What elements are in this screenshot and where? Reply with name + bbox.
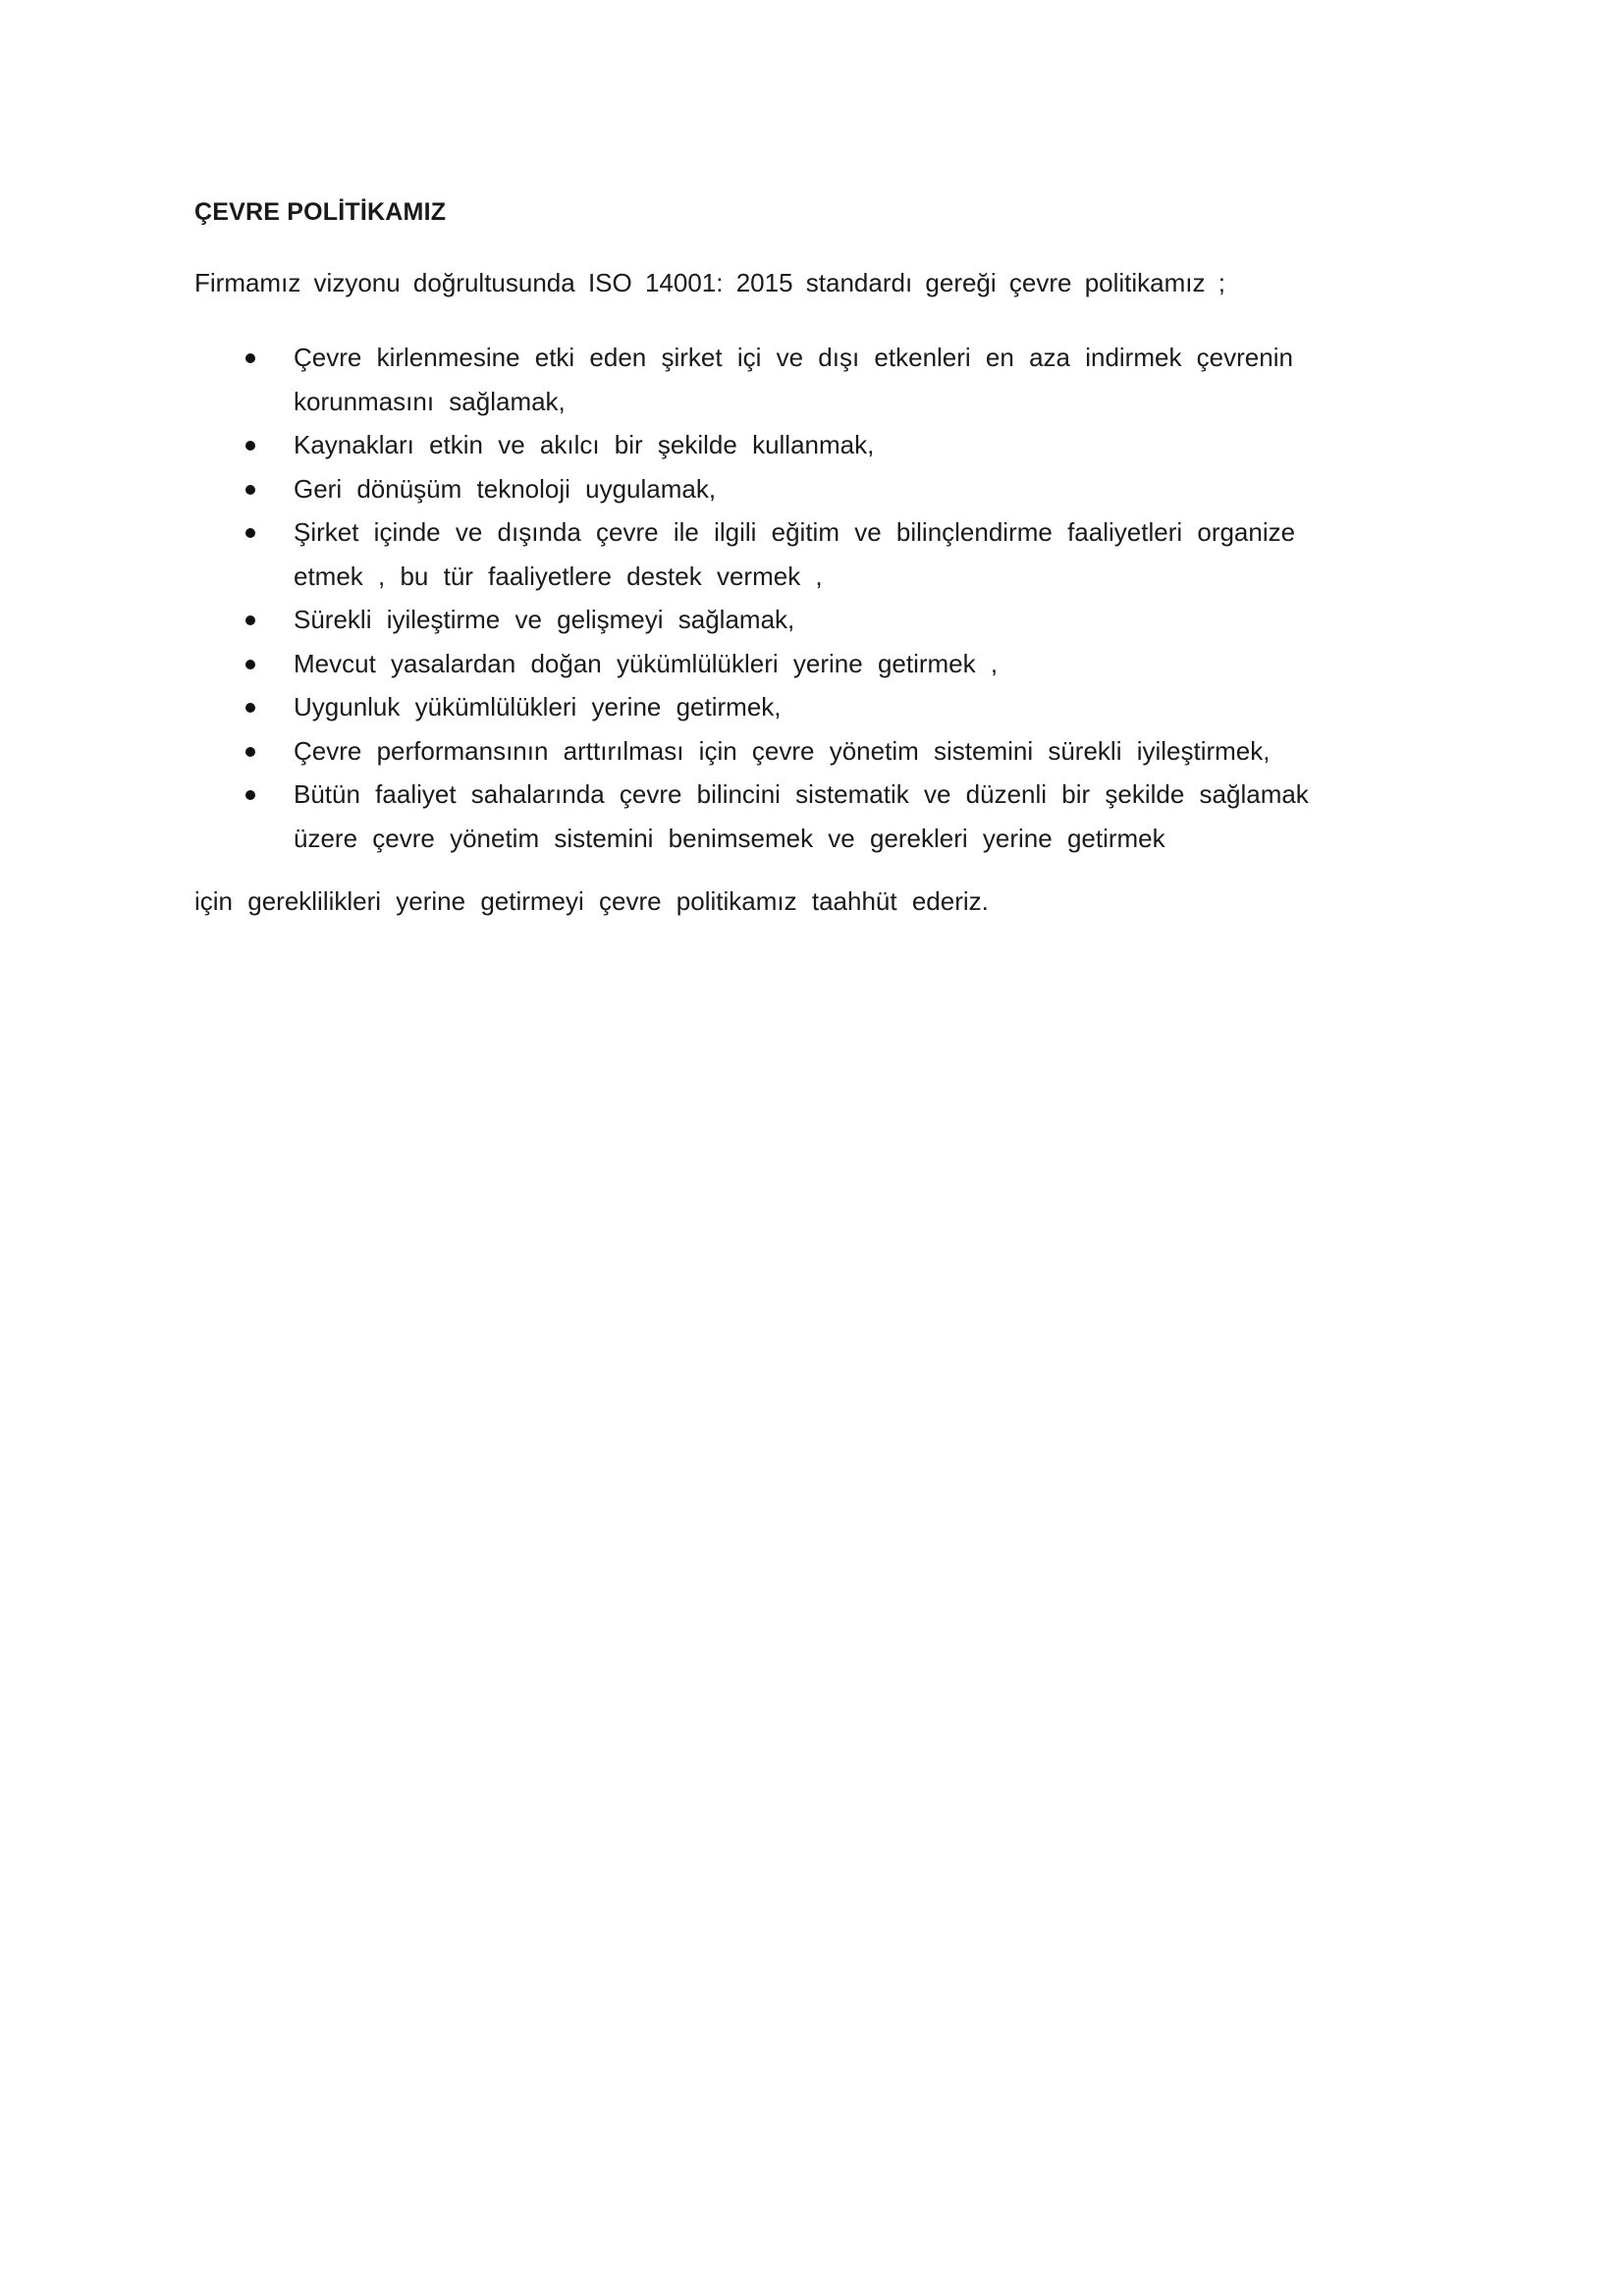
list-item-text: Sürekli iyileştirme ve gelişmeyi sağlamak,: [294, 605, 795, 634]
bullet-icon: [245, 703, 255, 713]
list-item-text: üzere çevre yönetim sistemini benimsemek ve gerekleri yerine getirmek: [294, 823, 1165, 853]
list-item-text: Kaynakları etkin ve akılcı bir şekilde kullanmak,: [294, 430, 875, 459]
list-item: [194, 336, 1373, 423]
bullet-icon: [245, 660, 255, 669]
closing-paragraph: için gereklilikleri yerine getirmeyi çevre politikamız taahhüt ederiz.: [194, 886, 989, 916]
list-item-text: Uygunluk yükümlülükleri yerine getirmek,: [294, 692, 782, 721]
bullet-icon: [245, 747, 255, 757]
list-item-text: Mevcut yasalardan doğan yükümlülükleri yerine getirmek ,: [294, 648, 999, 678]
list-item: [194, 510, 1373, 598]
list-item: [194, 467, 1373, 511]
list-item-text: etmek , bu tür faaliyetlere destek vermek ,: [294, 561, 823, 591]
bullet-icon: [245, 528, 255, 538]
bullet-icon: [245, 615, 255, 625]
bullet-icon: [245, 441, 255, 451]
list-item: [194, 685, 1373, 729]
list-item-text: Geri dönüşüm teknoloji uygulamak,: [294, 473, 717, 504]
list-item: [194, 423, 1373, 467]
document-title: ÇEVRE POLİTİKAMIZ: [194, 198, 447, 226]
policy-list: [194, 336, 1373, 860]
list-item-text: Çevre kirlenmesine etki eden şirket içi ve dışı etkenleri en aza indirmek çevrenin: [294, 343, 1293, 372]
list-item-text: Bütün faaliyet sahalarında çevre bilincini sistematik ve düzenli bir şekilde sağlamak: [294, 779, 1309, 809]
list-item: [194, 642, 1373, 686]
list-item: [194, 773, 1373, 860]
list-item-text: Şirket içinde ve dışında çevre ile ilgili eğitim ve bilinçlendirme faaliyetleri organize: [294, 517, 1296, 547]
list-item: [194, 729, 1373, 774]
bullet-icon: [245, 790, 255, 800]
list-item-text: korunmasını sağlamak,: [294, 386, 566, 416]
list-item-text: Çevre performansının arttırılması için çevre yönetim sistemini sürekli iyileştirmek,: [294, 735, 1271, 766]
bullet-icon: [245, 353, 255, 363]
list-item: [194, 598, 1373, 642]
intro-paragraph: Firmamız vizyonu doğrultusunda ISO 14001: 2015 standardı gereği çevre politikamız ;: [194, 268, 1225, 297]
bullet-icon: [245, 485, 255, 495]
